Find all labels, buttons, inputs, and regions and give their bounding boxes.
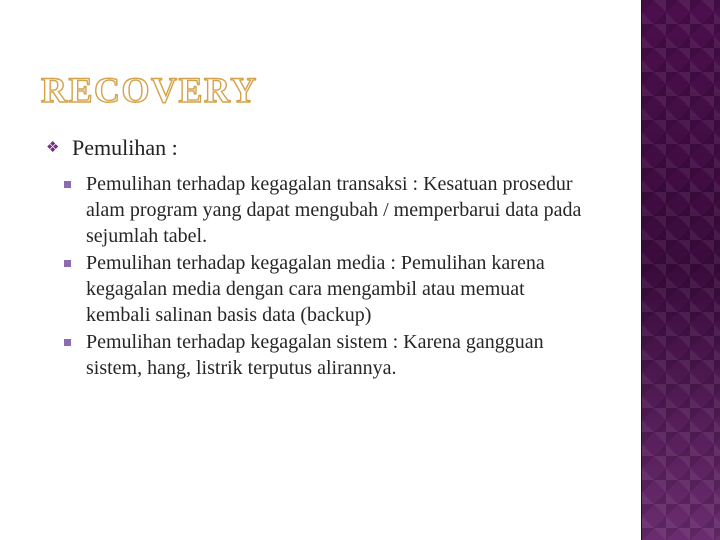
main-bullet-text: Pemulihan : bbox=[72, 135, 178, 160]
sub-bullet-list bbox=[64, 171, 584, 381]
sub-bullet-text: Pemulihan terhadap kegagalan sistem : Karena gangguan sistem, hang, listrik terputus alirannya. bbox=[86, 331, 544, 379]
sub-bullet-text: Pemulihan terhadap kegagalan media : Pemulihan karena kegagalan media dengan cara mengambil atau memuat kembali salinan basis data (backup) bbox=[86, 252, 545, 326]
square-bullet-icon bbox=[64, 329, 86, 346]
square-bullet-icon bbox=[64, 171, 86, 188]
list-item bbox=[64, 171, 584, 249]
list-item bbox=[64, 329, 584, 381]
decorative-sidebar bbox=[641, 0, 720, 540]
list-item bbox=[64, 250, 584, 328]
slide-content bbox=[46, 134, 606, 382]
diamond-bullet-icon: ❖ bbox=[46, 140, 60, 156]
main-bullet-item bbox=[46, 134, 606, 162]
square-bullet-icon bbox=[64, 250, 86, 267]
slide-title: RECOVERY bbox=[41, 70, 258, 110]
sub-bullet-text: Pemulihan terhadap kegagalan transaksi : Kesatuan prosedur alam program yang dapat mengubah / memperbarui data pada sejumlah tabel. bbox=[86, 173, 582, 247]
